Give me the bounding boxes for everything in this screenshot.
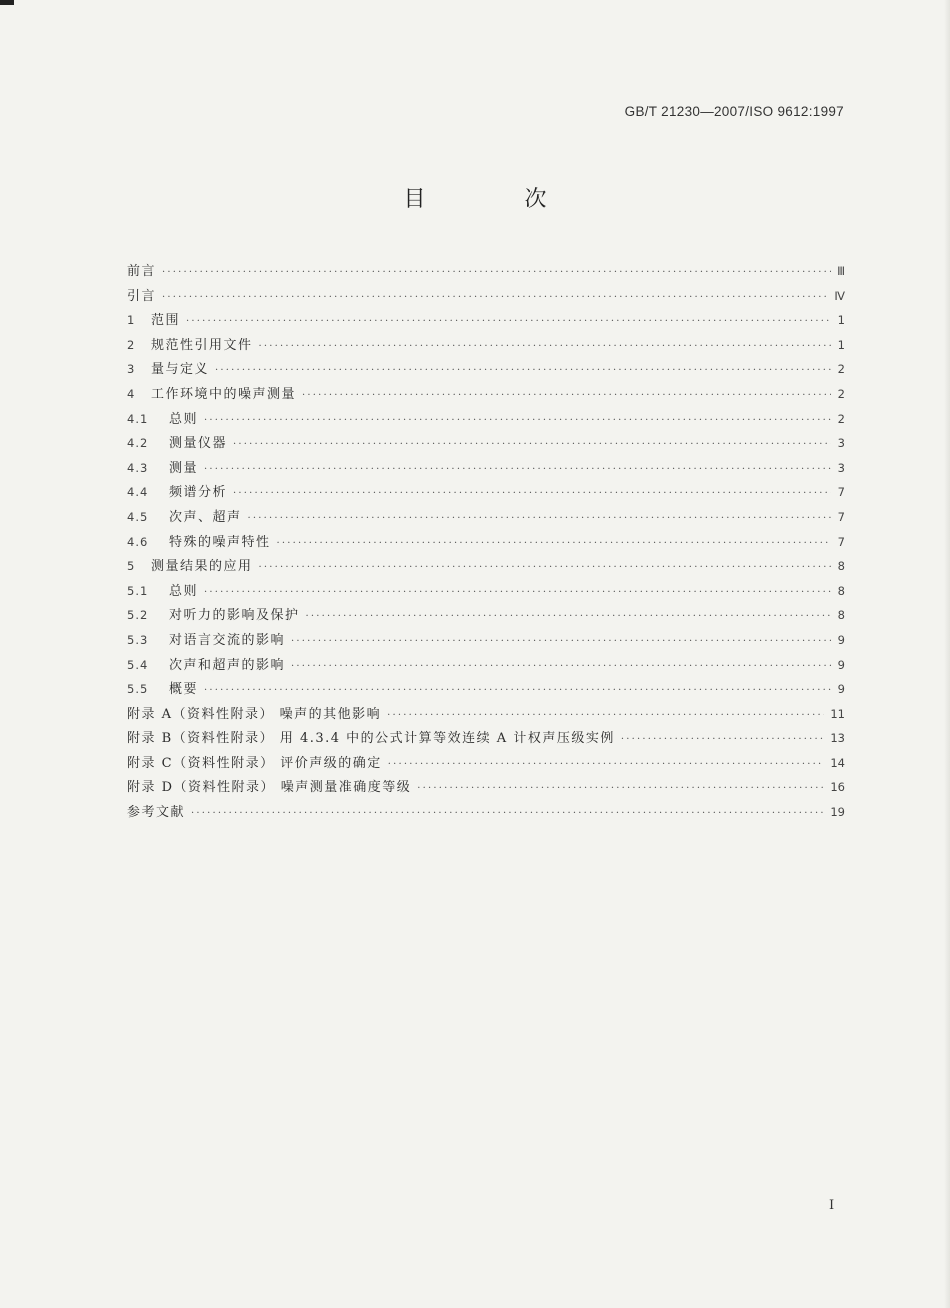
toc-entry-number: 3 xyxy=(127,362,136,377)
toc-entry-page: 9 xyxy=(837,632,845,647)
toc-entry-label: 规范性引用文件 xyxy=(151,337,253,353)
page-number: I xyxy=(829,1198,835,1213)
toc-entry-label: 测量仪器 xyxy=(169,436,228,452)
toc-entry-number: 4.4 xyxy=(127,485,149,500)
toc-entry-label: 范围 xyxy=(151,313,181,329)
toc-entry[interactable] xyxy=(127,284,845,309)
toc-entry-label: 测量结果的应用 xyxy=(151,559,253,575)
toc-entry-page: 9 xyxy=(837,657,845,672)
toc-entry-page: 8 xyxy=(837,608,845,623)
toc-entry[interactable] xyxy=(127,308,845,333)
toc-leader-dots xyxy=(162,261,831,286)
toc-entry-page: Ⅳ xyxy=(834,288,845,303)
toc-entry[interactable] xyxy=(127,431,845,456)
toc-entry-page: 2 xyxy=(837,362,845,377)
toc-entry-page: 3 xyxy=(837,436,845,451)
toc-entry-label: 附录 A（资料性附录） 噪声的其他影响 xyxy=(127,706,382,722)
toc-entry-page: 16 xyxy=(830,780,845,795)
toc-entry[interactable] xyxy=(127,530,845,555)
toc-entry-label: 次声、超声 xyxy=(169,509,242,525)
toc-entry-number: 4.2 xyxy=(127,436,149,451)
toc-leader-dots xyxy=(204,458,831,483)
toc-entry[interactable] xyxy=(127,579,845,604)
toc-entry-label: 附录 C（资料性附录） 评价声级的确定 xyxy=(127,755,382,771)
toc-leader-dots xyxy=(302,384,831,409)
toc-entry-label: 附录 D（资料性附录） 噪声测量准确度等级 xyxy=(127,780,412,796)
toc-entry[interactable] xyxy=(127,677,845,702)
toc-entry[interactable] xyxy=(127,726,845,751)
toc-entry-label: 总则 xyxy=(169,583,199,599)
toc-entry-label: 量与定义 xyxy=(151,362,210,378)
toc-entry-page: 2 xyxy=(837,386,845,401)
toc-entry-number: 5.3 xyxy=(127,632,149,647)
toc-leader-dots xyxy=(186,310,831,335)
toc-entry-page: 7 xyxy=(837,485,845,500)
toc-entry[interactable] xyxy=(127,259,845,284)
toc-entry[interactable] xyxy=(127,505,845,530)
toc-entry-number: 5.5 xyxy=(127,682,149,697)
toc-entry[interactable] xyxy=(127,653,845,678)
toc-leader-dots xyxy=(417,777,824,802)
toc-leader-dots xyxy=(233,482,831,507)
toc-entry[interactable] xyxy=(127,800,845,825)
toc-entry-label: 工作环境中的噪声测量 xyxy=(151,386,297,402)
toc-entry[interactable] xyxy=(127,456,845,481)
toc-leader-dots xyxy=(259,556,831,581)
toc-entry[interactable] xyxy=(127,357,845,382)
toc-entry-label: 对听力的影响及保护 xyxy=(169,608,300,624)
toc-entry-label: 次声和超声的影响 xyxy=(169,657,286,673)
toc-entry-page: 9 xyxy=(837,682,845,697)
toc-entry-page: 1 xyxy=(837,337,845,352)
toc-entry[interactable] xyxy=(127,702,845,727)
toc-entry-label: 频谱分析 xyxy=(169,485,228,501)
toc-leader-dots xyxy=(306,605,831,630)
toc-entry[interactable] xyxy=(127,382,845,407)
toc-leader-dots xyxy=(388,753,825,778)
toc-leader-dots xyxy=(291,655,831,680)
toc-entry-page: 7 xyxy=(837,509,845,524)
toc-leader-dots xyxy=(291,630,831,655)
toc-entry[interactable] xyxy=(127,751,845,776)
toc-entry-label: 引言 xyxy=(127,288,157,304)
toc-entry-label: 测量 xyxy=(169,460,199,476)
toc-entry-number: 5.4 xyxy=(127,657,149,672)
toc-title: 目 次 xyxy=(403,187,593,212)
table-of-contents xyxy=(127,259,845,825)
toc-entry-page: 3 xyxy=(837,460,845,475)
toc-leader-dots xyxy=(387,704,824,729)
toc-entry[interactable] xyxy=(127,603,845,628)
toc-leader-dots xyxy=(277,532,831,557)
toc-entry[interactable] xyxy=(127,480,845,505)
toc-entry-label: 总则 xyxy=(169,411,199,427)
toc-leader-dots xyxy=(162,286,828,311)
toc-entry-number: 5.2 xyxy=(127,608,149,623)
toc-entry[interactable] xyxy=(127,628,845,653)
toc-entry-page: 2 xyxy=(837,411,845,426)
toc-entry-number: 5.1 xyxy=(127,583,149,598)
toc-entry-number: 2 xyxy=(127,337,136,352)
toc-entry-page: 13 xyxy=(830,731,845,746)
toc-entry-label: 特殊的噪声特性 xyxy=(169,534,271,550)
toc-leader-dots xyxy=(259,335,831,360)
toc-entry-page: 1 xyxy=(837,313,845,328)
toc-leader-dots xyxy=(215,359,831,384)
toc-entry-label: 前言 xyxy=(127,264,157,279)
toc-entry[interactable] xyxy=(127,333,845,358)
toc-entry-number: 1 xyxy=(127,313,136,328)
toc-entry-label: 参考文献 xyxy=(127,805,186,821)
toc-leader-dots xyxy=(233,433,831,458)
scan-mark xyxy=(0,0,14,5)
toc-leader-dots xyxy=(621,728,825,753)
toc-entry[interactable] xyxy=(127,775,845,800)
toc-entry-number: 4.5 xyxy=(127,509,149,524)
toc-entry-label: 附录 B（资料性附录） 用 4.3.4 中的公式计算等效连续 A 计权声压级实例 xyxy=(127,731,615,747)
toc-entry-number: 4.3 xyxy=(127,460,149,475)
toc-entry-number: 5 xyxy=(127,559,136,574)
toc-leader-dots xyxy=(204,679,831,704)
toc-entry-page: 19 xyxy=(830,805,845,820)
toc-entry-page: 8 xyxy=(837,559,845,574)
toc-entry-label: 概要 xyxy=(169,682,199,698)
toc-entry[interactable] xyxy=(127,407,845,432)
toc-entry-page: 11 xyxy=(830,706,845,721)
toc-entry-number: 4 xyxy=(127,386,136,401)
toc-leader-dots xyxy=(204,581,831,606)
toc-entry-label: 对语言交流的影响 xyxy=(169,632,286,648)
toc-entry-page: 8 xyxy=(837,583,845,598)
toc-entry-page: 14 xyxy=(830,755,845,770)
toc-entry-page: 7 xyxy=(837,534,845,549)
standard-code: GB/T 21230—2007/ISO 9612:1997 xyxy=(624,104,844,119)
toc-entry-number: 4.1 xyxy=(127,411,149,426)
toc-leader-dots xyxy=(204,409,831,434)
toc-entry[interactable] xyxy=(127,554,845,579)
toc-leader-dots xyxy=(248,507,831,532)
toc-entry-page: Ⅲ xyxy=(837,264,845,278)
toc-entry-number: 4.6 xyxy=(127,534,149,549)
toc-leader-dots xyxy=(191,802,824,827)
